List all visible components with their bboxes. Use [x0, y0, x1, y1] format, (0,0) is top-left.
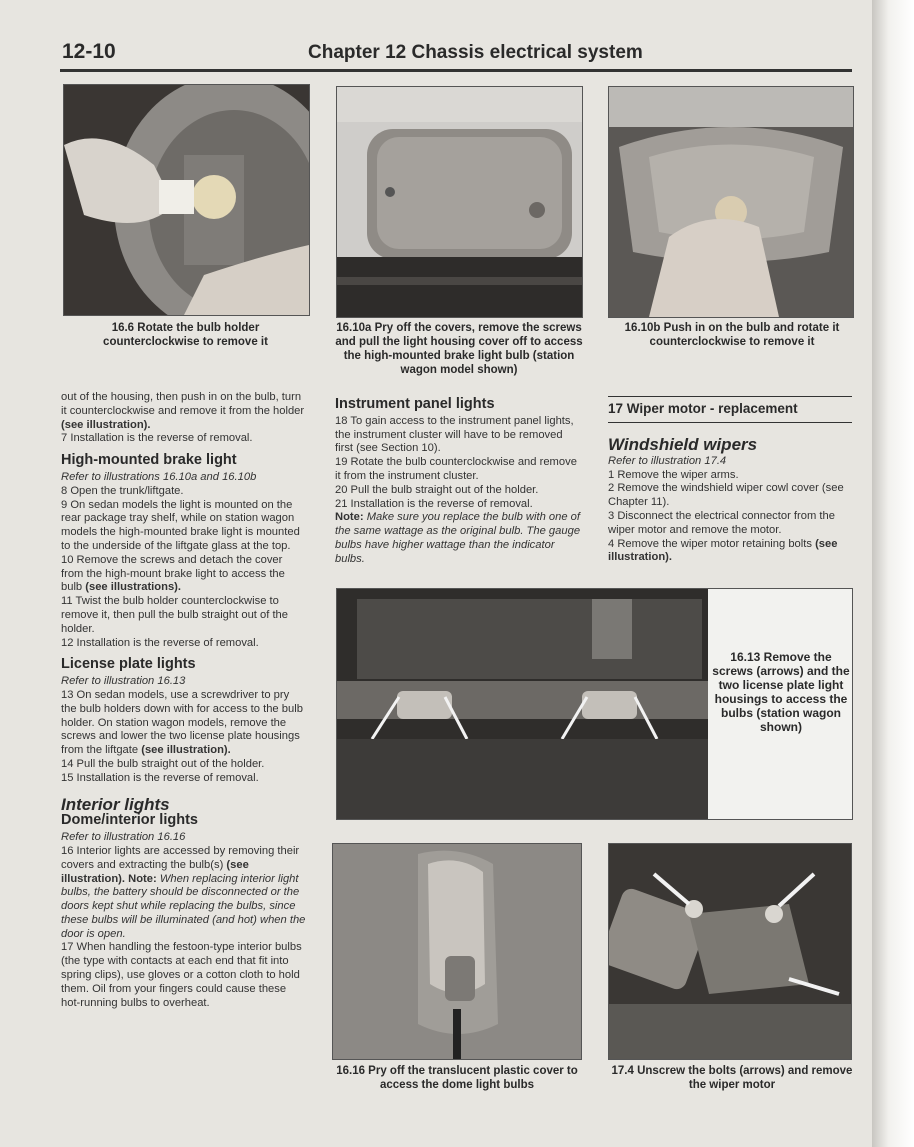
note-text: When replacing interior light bulbs, the battery should be disconnected or the doors kept shut while replacing the bulbs, since these bulbs will be illuminated (and hot) when the door is open. — [61, 872, 306, 940]
heading-windshield-wipers: Windshield wipers — [608, 435, 758, 454]
ref-license: Refer to illustration 16.13 — [61, 675, 186, 688]
para-11: 11 Twist the bulb holder counterclockwise to remove it, then pull the bulb straight out of the holder. — [61, 595, 288, 635]
para-top: out of the housing, then push in on the bulb, turn it counterclockwise and remove it from the holder — [61, 391, 305, 417]
photo-16-13 — [336, 588, 710, 820]
illustration-ref: (see illustration). — [608, 537, 838, 564]
caption-16-13: 16.13 Remove the screws (arrows) and the two license plate light housings to access the bulbs (station wagon shown) — [712, 650, 850, 734]
illustration-ref: (see illustration). — [61, 418, 151, 431]
para-9: 9 On sedan models the light is mounted on the rear package tray shelf, while on station wagon models the high-mounted brake light is mounted to the underside of the liftgate glass at the top. — [61, 498, 300, 552]
heading-license-plate-lights: License plate lights — [61, 656, 196, 673]
heading-wiper-motor-replacement: 17 Wiper motor - replacement — [608, 396, 852, 423]
para-12: 12 Installation is the reverse of removal. — [61, 636, 259, 649]
para-3: 3 Disconnect the electrical connector from the wiper motor and remove the motor. — [608, 509, 835, 536]
column-left — [61, 391, 307, 1010]
caption-16-10a: 16.10a Pry off the covers, remove the screws and pull the light housing cover off to access the high-mounted brake light bulb (station wagon model shown) — [335, 322, 583, 376]
illustration-ref: (see illustrations). — [85, 581, 182, 594]
ref-wiper: Refer to illustration 17.4 — [608, 454, 727, 467]
para-21: 21 Installation is the reverse of removal. — [335, 497, 533, 510]
heading-high-mounted-brake-light: High-mounted brake light — [61, 452, 237, 469]
note-label: Note: — [128, 872, 157, 885]
para-1: 1 Remove the wiper arms. — [608, 468, 739, 481]
para-13: 13 On sedan models, use a screwdriver to pry the bulb holders down with for access to the bulb holder. On station wagon models, remove the screws and lower the two license plate housings from the liftgate — [61, 688, 303, 757]
caption-16-6: 16.6 Rotate the bulb holder counterclockwise to remove it — [103, 322, 268, 348]
para-20: 20 Pull the bulb straight out of the holder. — [335, 483, 539, 496]
ref-dome: Refer to illustration 16.16 — [61, 831, 186, 844]
para-19: 19 Rotate the bulb counterclockwise and remove it from the instrument cluster. — [335, 456, 577, 482]
para-14: 14 Pull the bulb straight out of the holder. — [61, 757, 265, 770]
para-4: 4 Remove the wiper motor retaining bolts — [608, 537, 812, 550]
heading-instrument-panel-lights: Instrument panel lights — [335, 396, 495, 412]
photo-16-10b — [608, 86, 854, 318]
caption-16-16: 16.16 Pry off the translucent plastic cover to access the dome light bulbs — [336, 1065, 578, 1091]
heading-dome-interior-lights: Dome/interior lights — [61, 812, 198, 829]
page-edge-shadow — [872, 0, 914, 1147]
para-2: 2 Remove the windshield wiper cowl cover (see Chapter 11). — [608, 482, 844, 509]
para-18: 18 To gain access to the instrument panel lights, the instrument cluster will have to be removed first (see Section 10). — [335, 414, 574, 455]
para-15: 15 Installation is the reverse of removal. — [61, 771, 259, 784]
para-16: 16 Interior lights are accessed by removing their covers and extracting the bulb(s) — [61, 844, 300, 871]
photo-16-16 — [332, 843, 582, 1060]
illustration-ref: (see illustration). — [61, 858, 249, 885]
photo-17-4 — [608, 843, 852, 1060]
caption-16-10b: 16.10b Push in on the bulb and rotate it counterclockwise to remove it — [624, 322, 840, 348]
note-text: Make sure you replace the bulb with one of the same wattage as the original bulb. The gauge bulbs have higher wattage than the indicator bulbs. — [335, 511, 581, 565]
note-label: Note: — [335, 511, 364, 524]
para-7: 7 Installation is the reverse of removal. — [61, 432, 253, 445]
chapter-title: Chapter 12 Chassis electrical system — [308, 42, 643, 63]
caption-17-4: 17.4 Unscrew the bolts (arrows) and remove the wiper motor — [611, 1065, 853, 1091]
column-right — [608, 430, 852, 565]
para-10: 10 Remove the screws and detach the cover from the high-mount brake light to access the bulb — [61, 553, 285, 594]
column-middle — [335, 390, 583, 567]
page-number: 12-10 — [62, 40, 116, 63]
header-rule — [60, 69, 852, 72]
para-8: 8 Open the trunk/liftgate. — [61, 484, 184, 497]
para-17: 17 When handling the festoon-type interior bulbs (the type with contacts at each end that fit into spring clips), use gloves or a cotton cloth to hold them. Oil from your fingers could cause these hot-running bulbs to overheat. — [61, 941, 302, 1009]
heading-interior-lights: Interior lights — [61, 794, 170, 814]
illustration-ref: (see illustration). — [141, 744, 231, 757]
photo-16-6 — [63, 84, 310, 316]
ref-brake: Refer to illustrations 16.10a and 16.10b — [61, 470, 257, 483]
photo-16-10a — [336, 86, 583, 318]
